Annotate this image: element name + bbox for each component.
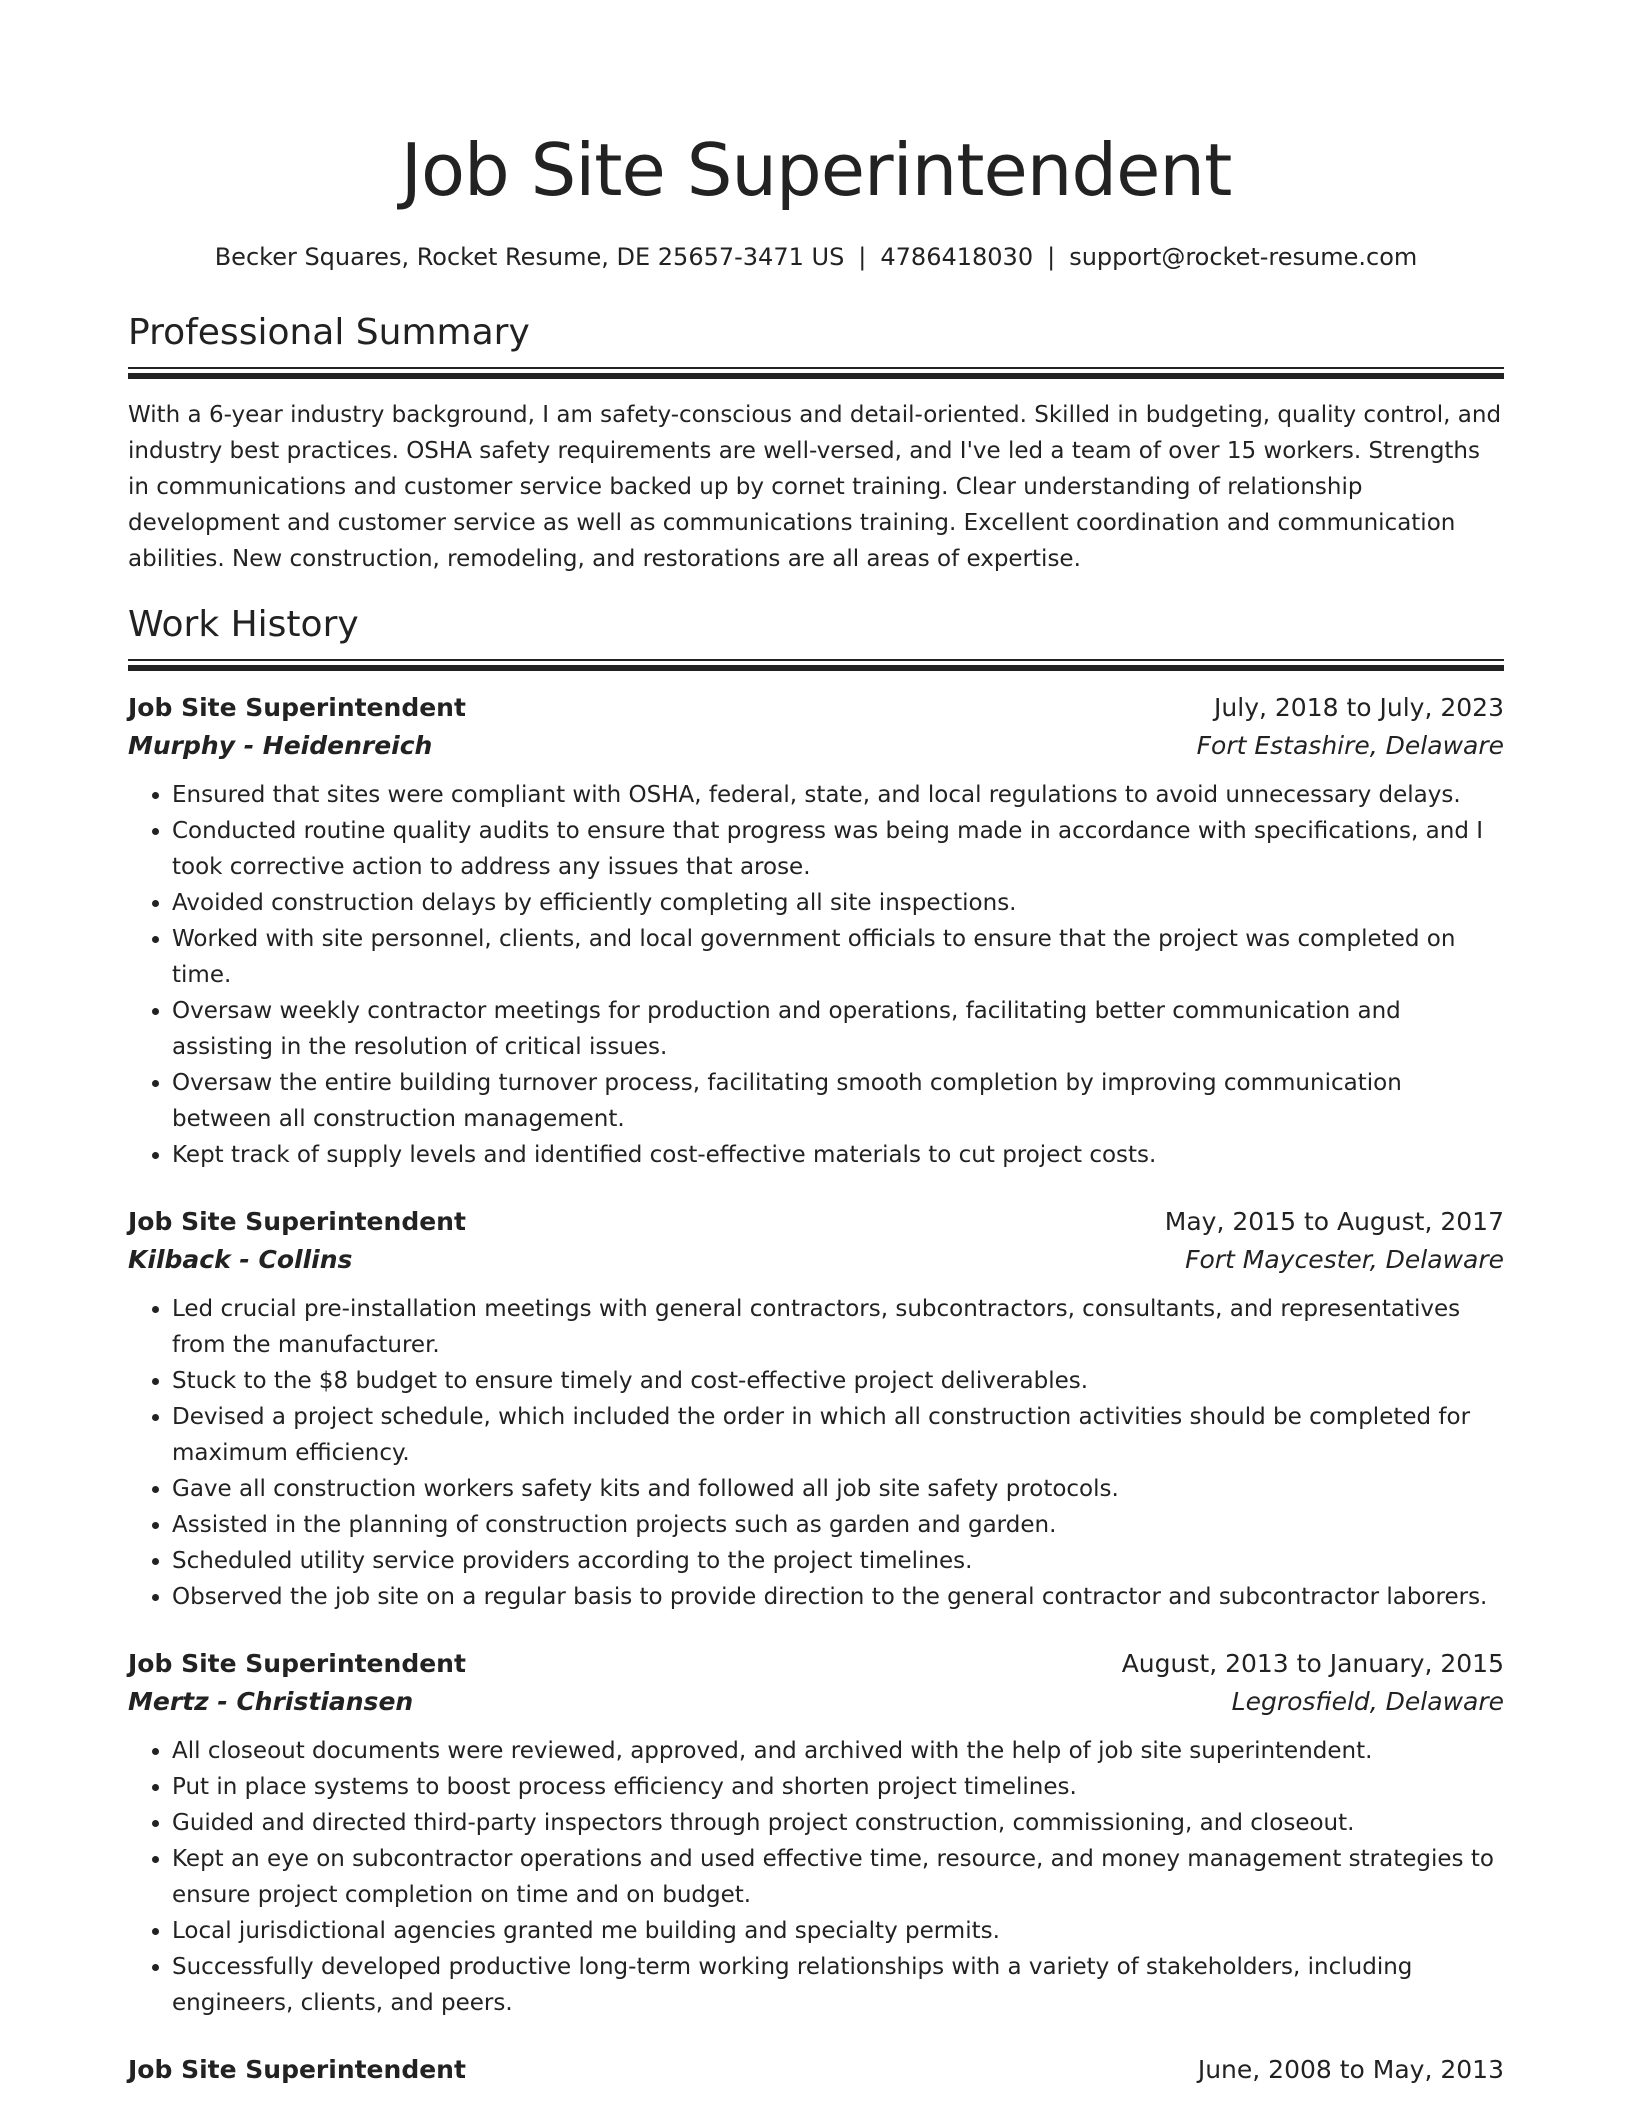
contact-email[interactable]: support@rocket-resume.com: [1069, 243, 1418, 271]
section-divider: [128, 367, 1504, 379]
job-company-row: [128, 1241, 1504, 1279]
job-company-row: [128, 727, 1504, 765]
job-entry: [128, 2051, 1504, 2089]
job-bullet: • Avoided construction delays by efficiently completing all site inspections.: [172, 885, 1504, 921]
contact-separator: |: [858, 243, 867, 271]
job-company-row: [128, 1683, 1504, 1721]
job-bullet: • Assisted in the planning of construction projects such as garden and garden.: [172, 1507, 1504, 1543]
job-bullet-list: [128, 777, 1504, 1173]
job-title: Job Site Superintendent: [128, 2055, 466, 2084]
summary-text: With a 6-year industry background, I am safety-conscious and detail-oriented. Skilled in budgeting, quality control, and industry best practices. OSHA safety requirements are well-versed, and I've led a team of over 15 workers. Strengths in communications and customer service backed up by cornet training. Clear understanding of relationship development and customer service as well as communications training. Excellent coordination and communication abilities. New construction, remodeling, and restorations are all areas of expertise.: [128, 402, 1502, 572]
job-header-row: [128, 689, 1504, 727]
job-bullet-list: [128, 1291, 1504, 1615]
job-bullet: • Devised a project schedule, which included the order in which all construction activities should be completed for maximum efficiency.: [172, 1399, 1504, 1471]
job-location: Legrosfield, Delaware: [1231, 1687, 1504, 1716]
job-bullet: • Ensured that sites were compliant with OSHA, federal, state, and local regulations to avoid unnecessary delays.: [172, 777, 1504, 813]
contact-address: Becker Squares, Rocket Resume, DE 25657-3471 US: [214, 243, 845, 271]
job-bullet: • Stuck to the $8 budget to ensure timely and cost-effective project deliverables.: [172, 1363, 1504, 1399]
job-entry: [128, 689, 1504, 1173]
job-bullet-list: [128, 1733, 1504, 2021]
resume-title: Job Site Superintendent: [400, 128, 1232, 212]
job-bullet: • All closeout documents were reviewed, approved, and archived with the help of job site superintendent.: [172, 1733, 1504, 1769]
job-header-row: [128, 1203, 1504, 1241]
job-bullet: • Worked with site personnel, clients, and local government officials to ensure that the project was completed on time.: [172, 921, 1504, 993]
job-header-row: [128, 1645, 1504, 1683]
job-title: Job Site Superintendent: [128, 1649, 466, 1678]
job-bullet: • Gave all construction workers safety kits and followed all job site safety protocols.: [172, 1471, 1504, 1507]
job-location: Fort Maycester, Delaware: [1185, 1245, 1504, 1274]
section-divider: [128, 659, 1504, 671]
job-location: Fort Estashire, Delaware: [1196, 731, 1504, 760]
section-heading-summary: Professional Summary: [128, 312, 530, 353]
contact-line: [128, 241, 1504, 273]
contact-separator: |: [1047, 243, 1056, 271]
job-bullet: • Observed the job site on a regular basis to provide direction to the general contractor and subcontractor laborers.: [172, 1579, 1504, 1615]
section-heading-work-history: Work History: [128, 604, 359, 645]
job-bullet: • Successfully developed productive long-term working relationships with a variety of stakeholders, including engineers, clients, and peers.: [172, 1949, 1504, 2021]
job-company: Mertz - Christiansen: [128, 1687, 414, 1716]
job-entry: [128, 1645, 1504, 2021]
job-bullet: • Led crucial pre-installation meetings with general contractors, subcontractors, consultants, and representatives from the manufacturer.: [172, 1291, 1504, 1363]
job-title: Job Site Superintendent: [128, 693, 466, 722]
job-company: Kilback - Collins: [128, 1245, 353, 1274]
job-header-row: [128, 2051, 1504, 2089]
job-dates: August, 2013 to January, 2015: [1121, 1649, 1504, 1678]
job-bullet: • Oversaw weekly contractor meetings for production and operations, facilitating better communication and assisting in the resolution of critical issues.: [172, 993, 1504, 1065]
job-bullet: • Put in place systems to boost process efficiency and shorten project timelines.: [172, 1769, 1504, 1805]
job-bullet: • Local jurisdictional agencies granted me building and specialty permits.: [172, 1913, 1504, 1949]
job-dates: July, 2018 to July, 2023: [1214, 693, 1504, 722]
work-history-list: [128, 689, 1504, 2089]
contact-phone: 4786418030: [880, 243, 1034, 271]
job-bullet: • Guided and directed third-party inspectors through project construction, commissioning, and closeout.: [172, 1805, 1504, 1841]
job-title: Job Site Superintendent: [128, 1207, 466, 1236]
job-dates: June, 2008 to May, 2013: [1197, 2055, 1504, 2084]
job-bullet: • Conducted routine quality audits to ensure that progress was being made in accordance with specifications, and I took corrective action to address any issues that arose.: [172, 813, 1504, 885]
job-bullet: • Kept an eye on subcontractor operations and used effective time, resource, and money management strategies to ensure project completion on time and on budget.: [172, 1841, 1504, 1913]
job-bullet: • Oversaw the entire building turnover process, facilitating smooth completion by improving communication between all construction management.: [172, 1065, 1504, 1137]
job-bullet: • Scheduled utility service providers according to the project timelines.: [172, 1543, 1504, 1579]
job-entry: [128, 1203, 1504, 1615]
job-dates: May, 2015 to August, 2017: [1164, 1207, 1504, 1236]
job-company: Murphy - Heidenreich: [128, 731, 433, 760]
job-bullet: • Kept track of supply levels and identified cost-effective materials to cut project costs.: [172, 1137, 1504, 1173]
